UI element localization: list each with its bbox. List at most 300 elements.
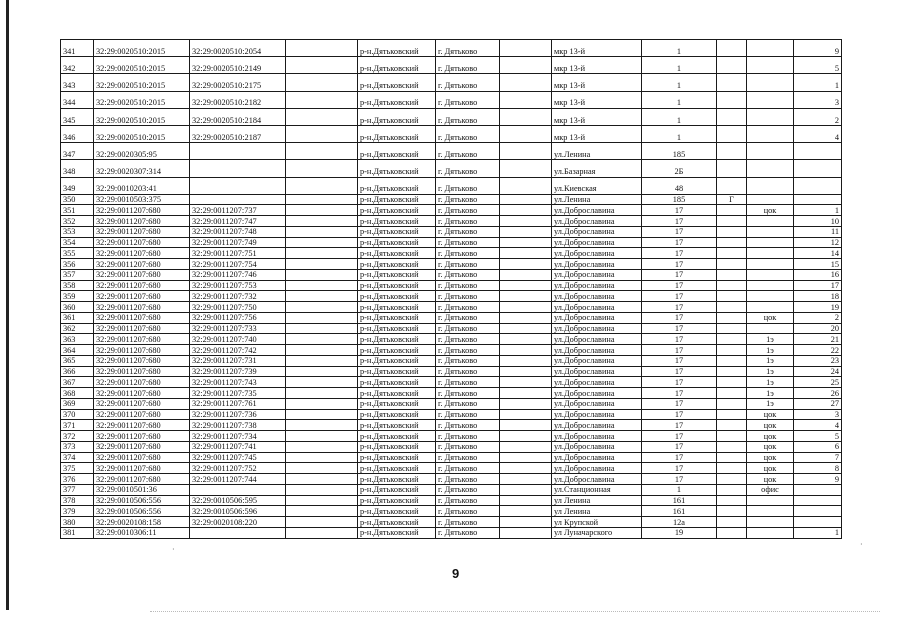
house-number-cell: 161 — [642, 495, 717, 506]
table-row — [61, 226, 842, 237]
city-cell: г. Дятьково — [436, 248, 500, 259]
street-cell: ул.Доброславина — [552, 463, 642, 474]
street-cell: ул.Доброславина — [552, 366, 642, 377]
cadastral-number-cell: 32:29:0011207:680 — [94, 398, 190, 409]
district-cell: р-н.Дятьковский — [358, 323, 436, 334]
empty-cell — [500, 259, 552, 270]
table-row — [61, 506, 842, 517]
row-number-cell: 344 — [61, 91, 94, 108]
row-number-cell: 365 — [61, 355, 94, 366]
premises-cadastral-cell: 32:29:0011207:734 — [190, 431, 286, 442]
table-row — [61, 108, 842, 125]
row-number-cell: 376 — [61, 474, 94, 485]
apartment-number-cell: 9 — [794, 40, 842, 57]
empty-cell — [286, 377, 358, 388]
empty-cell — [286, 125, 358, 142]
district-cell: р-н.Дятьковский — [358, 527, 436, 538]
premises-type-cell — [747, 495, 794, 506]
house-letter-cell — [717, 125, 747, 142]
city-cell: г. Дятьково — [436, 237, 500, 248]
premises-type-cell: цок — [747, 463, 794, 474]
empty-cell — [500, 420, 552, 431]
empty-cell — [286, 269, 358, 280]
street-cell: ул.Доброславина — [552, 216, 642, 227]
premises-type-cell — [747, 91, 794, 108]
house-letter-cell — [717, 91, 747, 108]
table-row — [61, 366, 842, 377]
city-cell: г. Дятьково — [436, 312, 500, 323]
empty-cell — [500, 291, 552, 302]
row-number-cell: 348 — [61, 160, 94, 177]
empty-cell — [286, 302, 358, 313]
empty-cell — [286, 398, 358, 409]
empty-cell — [500, 409, 552, 420]
empty-cell — [286, 280, 358, 291]
district-cell: р-н.Дятьковский — [358, 409, 436, 420]
house-number-cell: 17 — [642, 452, 717, 463]
street-cell: ул.Киевская — [552, 177, 642, 194]
cadastral-number-cell: 32:29:0011207:680 — [94, 452, 190, 463]
row-number-cell: 364 — [61, 345, 94, 356]
house-number-cell: 17 — [642, 398, 717, 409]
premises-cadastral-cell: 32:29:0011207:748 — [190, 226, 286, 237]
apartment-number-cell — [794, 517, 842, 528]
premises-type-cell: 1э — [747, 366, 794, 377]
district-cell: р-н.Дятьковский — [358, 57, 436, 74]
table-row — [61, 291, 842, 302]
table-row — [61, 398, 842, 409]
table-row — [61, 160, 842, 177]
house-number-cell: 17 — [642, 355, 717, 366]
premises-type-cell — [747, 57, 794, 74]
empty-cell — [286, 291, 358, 302]
row-number-cell: 352 — [61, 216, 94, 227]
premises-type-cell — [747, 280, 794, 291]
street-cell: мкр 13-й — [552, 108, 642, 125]
empty-cell — [500, 108, 552, 125]
empty-cell — [500, 474, 552, 485]
premises-cadastral-cell: 32:29:0011207:749 — [190, 237, 286, 248]
district-cell: р-н.Дятьковский — [358, 108, 436, 125]
apartment-number-cell — [794, 143, 842, 160]
apartment-number-cell: 5 — [794, 57, 842, 74]
house-letter-cell — [717, 291, 747, 302]
premises-type-cell: офис — [747, 484, 794, 495]
premises-type-cell — [747, 74, 794, 91]
city-cell: г. Дятьково — [436, 517, 500, 528]
district-cell: р-н.Дятьковский — [358, 474, 436, 485]
street-cell: ул.Базарная — [552, 160, 642, 177]
premises-type-cell: 1э — [747, 388, 794, 399]
apartment-number-cell: 23 — [794, 355, 842, 366]
street-cell: ул.Доброславина — [552, 259, 642, 270]
district-cell: р-н.Дятьковский — [358, 398, 436, 409]
empty-cell — [500, 216, 552, 227]
street-cell: мкр 13-й — [552, 125, 642, 142]
city-cell: г. Дятьково — [436, 40, 500, 57]
district-cell: р-н.Дятьковский — [358, 484, 436, 495]
cadastral-number-cell: 32:29:0010503:375 — [94, 194, 190, 205]
house-letter-cell — [717, 323, 747, 334]
house-letter-cell — [717, 420, 747, 431]
scan-speck: · — [172, 545, 175, 554]
house-number-cell: 1 — [642, 74, 717, 91]
house-letter-cell — [717, 484, 747, 495]
district-cell: р-н.Дятьковский — [358, 226, 436, 237]
street-cell: мкр 13-й — [552, 91, 642, 108]
street-cell: ул Луначарского — [552, 527, 642, 538]
empty-cell — [286, 452, 358, 463]
row-number-cell: 372 — [61, 431, 94, 442]
empty-cell — [286, 334, 358, 345]
cadastral-number-cell: 32:29:0011207:680 — [94, 216, 190, 227]
house-number-cell: 17 — [642, 366, 717, 377]
empty-cell — [500, 323, 552, 334]
premises-cadastral-cell: 32:29:0011207:737 — [190, 205, 286, 216]
premises-type-cell — [747, 323, 794, 334]
district-cell: р-н.Дятьковский — [358, 366, 436, 377]
empty-cell — [286, 388, 358, 399]
premises-type-cell — [747, 216, 794, 227]
city-cell: г. Дятьково — [436, 431, 500, 442]
row-number-cell: 350 — [61, 194, 94, 205]
cadastral-number-cell: 32:29:0011207:680 — [94, 291, 190, 302]
empty-cell — [500, 495, 552, 506]
house-number-cell: 17 — [642, 302, 717, 313]
street-cell: ул Ленина — [552, 506, 642, 517]
row-number-cell: 355 — [61, 248, 94, 259]
row-number-cell: 356 — [61, 259, 94, 270]
premises-cadastral-cell — [190, 143, 286, 160]
row-number-cell: 359 — [61, 291, 94, 302]
row-number-cell: 368 — [61, 388, 94, 399]
cadastral-number-cell: 32:29:0011207:680 — [94, 269, 190, 280]
district-cell: р-н.Дятьковский — [358, 143, 436, 160]
premises-type-cell — [747, 194, 794, 205]
apartment-number-cell: 24 — [794, 366, 842, 377]
premises-cadastral-cell: 32:29:0011207:754 — [190, 259, 286, 270]
house-number-cell: 17 — [642, 269, 717, 280]
apartment-number-cell — [794, 177, 842, 194]
scan-speck: · — [860, 540, 863, 549]
empty-cell — [500, 269, 552, 280]
district-cell: р-н.Дятьковский — [358, 91, 436, 108]
empty-cell — [286, 441, 358, 452]
empty-cell — [500, 377, 552, 388]
apartment-number-cell: 27 — [794, 398, 842, 409]
house-number-cell: 17 — [642, 420, 717, 431]
empty-cell — [286, 345, 358, 356]
district-cell: р-н.Дятьковский — [358, 463, 436, 474]
cadastral-number-cell: 32:29:0011207:680 — [94, 377, 190, 388]
cadastral-number-cell: 32:29:0010506:556 — [94, 495, 190, 506]
house-number-cell: 185 — [642, 143, 717, 160]
premises-cadastral-cell — [190, 527, 286, 538]
empty-cell — [286, 40, 358, 57]
street-cell: ул.Доброславина — [552, 291, 642, 302]
premises-type-cell — [747, 248, 794, 259]
premises-cadastral-cell: 32:29:0011207:750 — [190, 302, 286, 313]
house-number-cell: 17 — [642, 334, 717, 345]
premises-cadastral-cell: 32:29:0011207:751 — [190, 248, 286, 259]
house-letter-cell — [717, 237, 747, 248]
premises-type-cell: 1э — [747, 345, 794, 356]
apartment-number-cell: 1 — [794, 527, 842, 538]
house-number-cell: 17 — [642, 216, 717, 227]
house-letter-cell — [717, 312, 747, 323]
empty-cell — [500, 517, 552, 528]
empty-cell — [286, 506, 358, 517]
premises-cadastral-cell: 32:29:0020108:220 — [190, 517, 286, 528]
district-cell: р-н.Дятьковский — [358, 312, 436, 323]
table-row — [61, 143, 842, 160]
apartment-number-cell: 21 — [794, 334, 842, 345]
apartment-number-cell: 6 — [794, 441, 842, 452]
house-letter-cell — [717, 280, 747, 291]
house-number-cell: 17 — [642, 377, 717, 388]
empty-cell — [286, 205, 358, 216]
table-row — [61, 517, 842, 528]
empty-cell — [500, 40, 552, 57]
house-number-cell: 17 — [642, 205, 717, 216]
city-cell: г. Дятьково — [436, 160, 500, 177]
table-body — [61, 40, 842, 539]
apartment-number-cell — [794, 484, 842, 495]
empty-cell — [500, 205, 552, 216]
cadastral-number-cell: 32:29:0020510:2015 — [94, 91, 190, 108]
premises-cadastral-cell: 32:29:0011207:735 — [190, 388, 286, 399]
apartment-number-cell — [794, 495, 842, 506]
house-letter-cell — [717, 441, 747, 452]
cadastral-number-cell: 32:29:0020510:2015 — [94, 74, 190, 91]
apartment-number-cell: 1 — [794, 74, 842, 91]
house-letter-cell — [717, 409, 747, 420]
premises-type-cell — [747, 237, 794, 248]
empty-cell — [500, 312, 552, 323]
premises-type-cell — [747, 108, 794, 125]
house-number-cell: 1 — [642, 125, 717, 142]
city-cell: г. Дятьково — [436, 269, 500, 280]
empty-cell — [500, 280, 552, 291]
cadastral-number-cell: 32:29:0011207:680 — [94, 474, 190, 485]
empty-cell — [286, 160, 358, 177]
empty-cell — [286, 57, 358, 74]
table-row — [61, 280, 842, 291]
house-number-cell: 17 — [642, 345, 717, 356]
premises-cadastral-cell: 32:29:0020510:2187 — [190, 125, 286, 142]
district-cell: р-н.Дятьковский — [358, 355, 436, 366]
table-row — [61, 91, 842, 108]
house-letter-cell — [717, 345, 747, 356]
district-cell: р-н.Дятьковский — [358, 205, 436, 216]
premises-cadastral-cell: 32:29:0011207:744 — [190, 474, 286, 485]
cadastral-number-cell: 32:29:0011207:680 — [94, 345, 190, 356]
row-number-cell: 357 — [61, 269, 94, 280]
apartment-number-cell: 18 — [794, 291, 842, 302]
table-row — [61, 484, 842, 495]
house-number-cell: 17 — [642, 280, 717, 291]
premises-type-cell: цок — [747, 420, 794, 431]
row-number-cell: 347 — [61, 143, 94, 160]
street-cell: ул.Доброславина — [552, 441, 642, 452]
cadastral-number-cell: 32:29:0011207:680 — [94, 237, 190, 248]
premises-cadastral-cell: 32:29:0011207:739 — [190, 366, 286, 377]
city-cell: г. Дятьково — [436, 259, 500, 270]
page-number: 9 — [452, 566, 460, 581]
empty-cell — [500, 334, 552, 345]
street-cell: ул.Доброславина — [552, 420, 642, 431]
premises-cadastral-cell: 32:29:0011207:761 — [190, 398, 286, 409]
premises-type-cell: 1э — [747, 334, 794, 345]
cadastral-number-cell: 32:29:0011207:680 — [94, 302, 190, 313]
apartment-number-cell: 4 — [794, 420, 842, 431]
empty-cell — [286, 474, 358, 485]
cadastral-number-cell: 32:29:0011207:680 — [94, 409, 190, 420]
premises-type-cell — [747, 160, 794, 177]
premises-cadastral-cell: 32:29:0011207:741 — [190, 441, 286, 452]
row-number-cell: 369 — [61, 398, 94, 409]
street-cell: ул.Доброславина — [552, 431, 642, 442]
row-number-cell: 342 — [61, 57, 94, 74]
empty-cell — [500, 441, 552, 452]
cadastral-number-cell: 32:29:0011207:680 — [94, 280, 190, 291]
city-cell: г. Дятьково — [436, 366, 500, 377]
apartment-number-cell: 25 — [794, 377, 842, 388]
row-number-cell: 353 — [61, 226, 94, 237]
row-number-cell: 363 — [61, 334, 94, 345]
house-letter-cell — [717, 216, 747, 227]
row-number-cell: 362 — [61, 323, 94, 334]
cadastral-number-cell: 32:29:0011207:680 — [94, 312, 190, 323]
empty-cell — [500, 398, 552, 409]
premises-type-cell — [747, 226, 794, 237]
city-cell: г. Дятьково — [436, 291, 500, 302]
table-row — [61, 334, 842, 345]
cadastral-number-cell: 32:29:0020510:2015 — [94, 108, 190, 125]
premises-cadastral-cell: 32:29:0010506:595 — [190, 495, 286, 506]
empty-cell — [286, 517, 358, 528]
premises-cadastral-cell: 32:29:0011207:733 — [190, 323, 286, 334]
table-row — [61, 495, 842, 506]
district-cell: р-н.Дятьковский — [358, 431, 436, 442]
apartment-number-cell: 9 — [794, 474, 842, 485]
house-number-cell: 17 — [642, 259, 717, 270]
empty-cell — [286, 355, 358, 366]
cadastral-number-cell: 32:29:0020307:314 — [94, 160, 190, 177]
table-row — [61, 431, 842, 442]
table-row — [61, 355, 842, 366]
city-cell: г. Дятьково — [436, 194, 500, 205]
premises-cadastral-cell: 32:29:0011207:756 — [190, 312, 286, 323]
table-row — [61, 409, 842, 420]
empty-cell — [500, 527, 552, 538]
premises-cadastral-cell: 32:29:0011207:732 — [190, 291, 286, 302]
street-cell: ул.Доброславина — [552, 398, 642, 409]
house-letter-cell — [717, 74, 747, 91]
table-row — [61, 377, 842, 388]
cadastral-number-cell: 32:29:0011207:680 — [94, 205, 190, 216]
empty-cell — [286, 194, 358, 205]
premises-cadastral-cell: 32:29:0011207:752 — [190, 463, 286, 474]
premises-type-cell — [747, 302, 794, 313]
apartment-number-cell: 8 — [794, 463, 842, 474]
premises-cadastral-cell: 32:29:0020510:2054 — [190, 40, 286, 57]
premises-type-cell: цок — [747, 409, 794, 420]
empty-cell — [500, 355, 552, 366]
premises-cadastral-cell: 32:29:0011207:743 — [190, 377, 286, 388]
house-letter-cell — [717, 398, 747, 409]
house-number-cell: 17 — [642, 388, 717, 399]
street-cell: ул.Ленина — [552, 143, 642, 160]
row-number-cell: 346 — [61, 125, 94, 142]
house-letter-cell — [717, 452, 747, 463]
cadastral-number-cell: 32:29:0020510:2015 — [94, 40, 190, 57]
empty-cell — [500, 366, 552, 377]
row-number-cell: 366 — [61, 366, 94, 377]
row-number-cell: 343 — [61, 74, 94, 91]
house-letter-cell — [717, 40, 747, 57]
premises-type-cell: цок — [747, 441, 794, 452]
street-cell: мкр 13-й — [552, 57, 642, 74]
empty-cell — [286, 74, 358, 91]
row-number-cell: 367 — [61, 377, 94, 388]
house-number-cell: 17 — [642, 474, 717, 485]
city-cell: г. Дятьково — [436, 205, 500, 216]
empty-cell — [286, 323, 358, 334]
house-number-cell: 19 — [642, 527, 717, 538]
cadastral-number-cell: 32:29:0020305:95 — [94, 143, 190, 160]
district-cell: р-н.Дятьковский — [358, 160, 436, 177]
cadastral-number-cell: 32:29:0011207:680 — [94, 323, 190, 334]
apartment-number-cell — [794, 194, 842, 205]
empty-cell — [286, 495, 358, 506]
cadastral-number-cell: 32:29:0011207:680 — [94, 366, 190, 377]
premises-cadastral-cell — [190, 177, 286, 194]
row-number-cell: 377 — [61, 484, 94, 495]
row-number-cell: 360 — [61, 302, 94, 313]
empty-cell — [500, 463, 552, 474]
city-cell: г. Дятьково — [436, 463, 500, 474]
house-letter-cell: Г — [717, 194, 747, 205]
house-letter-cell — [717, 506, 747, 517]
district-cell: р-н.Дятьковский — [358, 40, 436, 57]
table-row — [61, 237, 842, 248]
premises-type-cell — [747, 143, 794, 160]
table-row — [61, 248, 842, 259]
city-cell: г. Дятьково — [436, 74, 500, 91]
street-cell: мкр 13-й — [552, 74, 642, 91]
city-cell: г. Дятьково — [436, 57, 500, 74]
house-letter-cell — [717, 143, 747, 160]
premises-cadastral-cell: 32:29:0011207:731 — [190, 355, 286, 366]
street-cell: ул.Доброславина — [552, 302, 642, 313]
district-cell: р-н.Дятьковский — [358, 495, 436, 506]
premises-cadastral-cell: 32:29:0011207:746 — [190, 269, 286, 280]
table-row — [61, 74, 842, 91]
premises-cadastral-cell: 32:29:0011207:740 — [190, 334, 286, 345]
table-row — [61, 463, 842, 474]
table-row — [61, 269, 842, 280]
house-letter-cell — [717, 302, 747, 313]
row-number-cell: 358 — [61, 280, 94, 291]
premises-cadastral-cell: 32:29:0011207:742 — [190, 345, 286, 356]
premises-type-cell: цок — [747, 474, 794, 485]
empty-cell — [500, 302, 552, 313]
table-row — [61, 527, 842, 538]
empty-cell — [286, 312, 358, 323]
house-number-cell: 17 — [642, 237, 717, 248]
apartment-number-cell: 1 — [794, 205, 842, 216]
